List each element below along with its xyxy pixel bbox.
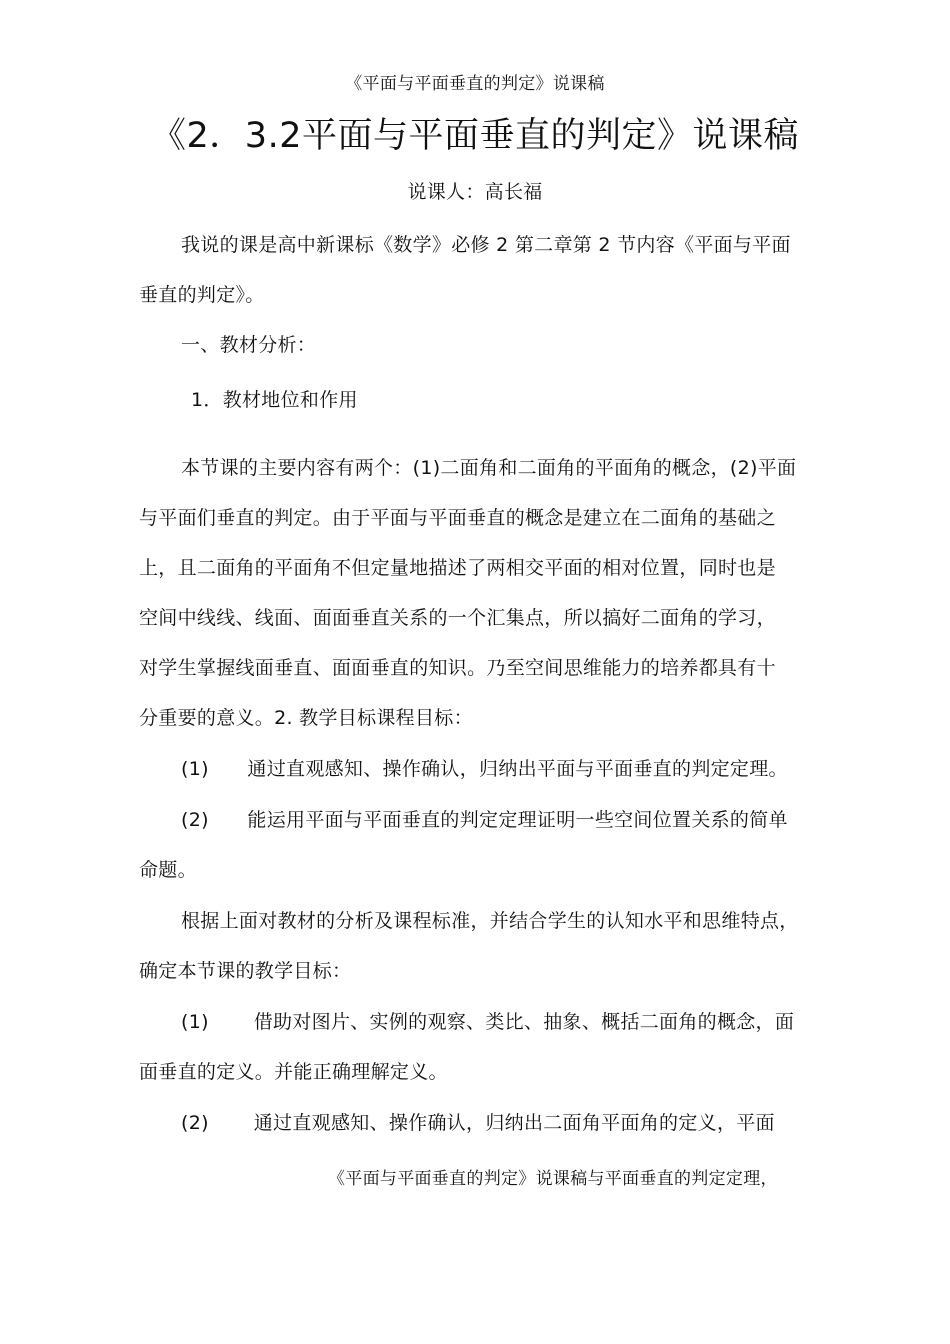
- paragraph-content-line-5: 对学生掌握线面垂直、面面垂直的知识。乃至空间思维能力的培养都具有十: [139, 657, 776, 679]
- teaching-goal-item-2-line-1: (2) 通过直观感知、操作确认，归纳出二面角平面角的定义，平面: [181, 1112, 775, 1134]
- paragraph-intro-line-1: 我说的课是高中新课标《数学》必修 2 第二章第 2 节内容《平面与平面: [181, 234, 791, 256]
- course-goal-item-2-line-1: (2) 能运用平面与平面垂直的判定定理证明一些空间位置关系的简单: [181, 809, 788, 831]
- paragraph-intro-line-2: 垂直的判定》。: [139, 284, 265, 306]
- course-goal-item-1: (1) 通过直观感知、操作确认，归纳出平面与平面垂直的判定定理。: [181, 758, 788, 780]
- document-title: 《2．3.2平面与平面垂直的判定》说课稿: [151, 116, 799, 156]
- paragraph-content-line-1: 本节课的主要内容有两个：(1)二面角和二面角的平面角的概念，(2)平面: [181, 457, 797, 479]
- paragraph-objectives-line-2: 确定本节课的教学目标：: [139, 960, 352, 982]
- paragraph-content-line-4: 空间中线线、线面、面面垂直关系的一个汇集点，所以搞好二面角的学习，: [139, 607, 776, 629]
- paragraph-content-line-2: 与平面们垂直的判定。由于平面与平面垂直的概念是建立在二面角的基础之: [139, 507, 776, 529]
- running-footer: 《平面与平面垂直的判定》说课稿与平面垂直的判定定理，: [328, 1169, 778, 1189]
- paragraph-content-line-6: 分重要的意义。2. 教学目标课程目标：: [139, 707, 473, 729]
- author-line: 说课人：高长福: [407, 181, 543, 203]
- paragraph-content-line-3: 上，且二面角的平面角不但定量地描述了两相交平面的相对位置，同时也是: [139, 557, 776, 579]
- section-heading-textbook-analysis: 一、教材分析：: [181, 334, 317, 356]
- paragraph-objectives-line-1: 根据上面对教材的分析及课程标准，并结合学生的认知水平和思维特点，: [181, 910, 799, 932]
- subsection-heading-role: 1．教材地位和作用: [191, 389, 358, 411]
- course-goal-item-2-line-2: 命题。: [139, 859, 197, 881]
- teaching-goal-item-1-line-1: (1) 借助对图片、实例的观察、类比、抽象、概括二面角的概念，面: [181, 1011, 795, 1033]
- teaching-goal-item-1-line-2: 面垂直的定义。并能正确理解定义。: [139, 1061, 448, 1083]
- running-header: 《平面与平面垂直的判定》说课稿: [345, 74, 605, 94]
